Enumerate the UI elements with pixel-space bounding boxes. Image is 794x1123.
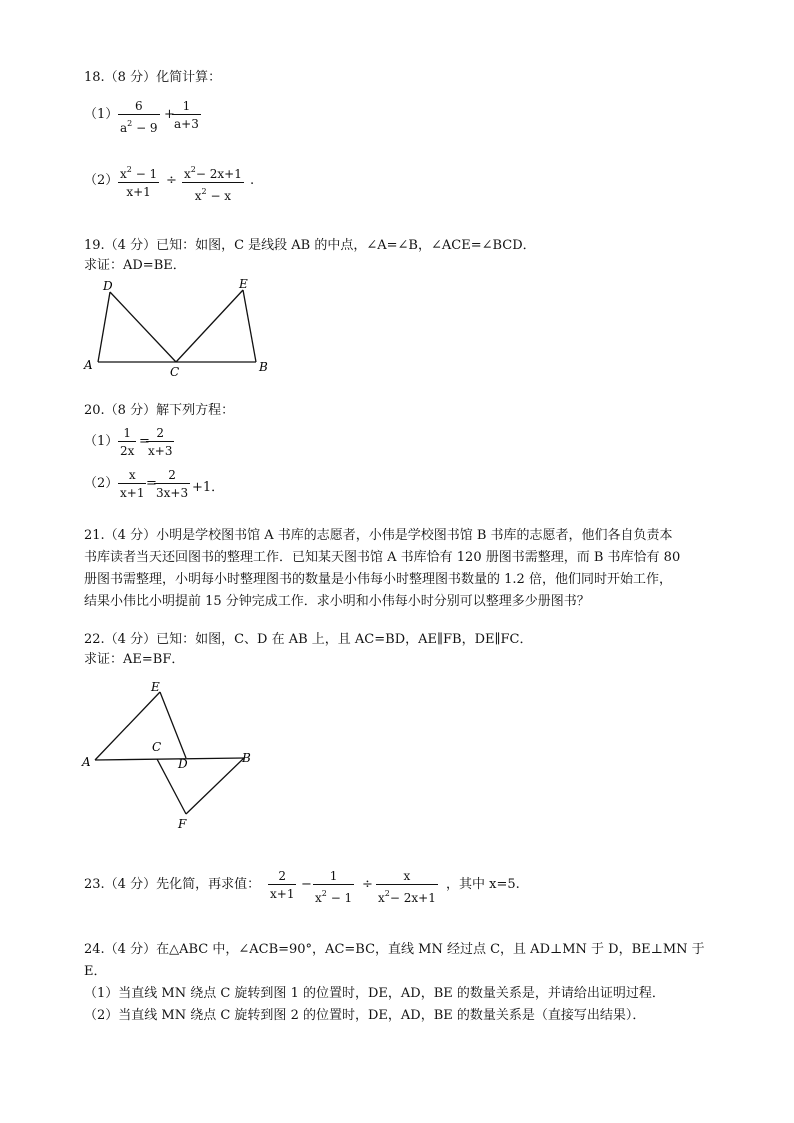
q18-p1-fraction-2 <box>172 99 201 131</box>
q20-p2-f2-denominator: 3x+3 <box>156 486 189 500</box>
q19-label-a: A <box>84 358 93 372</box>
q18-part1-label: （1） <box>84 107 119 122</box>
q23-f3-numerator: x <box>403 869 411 883</box>
q20-p2-fraction-2 <box>154 468 190 500</box>
fraction-bar <box>182 182 244 183</box>
q20-title: 20.（8 分）解下列方程： <box>84 403 235 418</box>
q21-line-4: 结果小伟比小明提前 15 分钟完成工作．求小明和小伟每小时分别可以整理多少册图书？ <box>84 594 590 609</box>
q20-p2-tail: +1． <box>192 480 225 495</box>
q24-line-1: 24.（4 分）在△ABC 中，∠ACB=90°，AC=BC，直线 MN 经过点 C，且 AD⊥MN 于 D，BE⊥MN 于 <box>84 942 705 957</box>
q22-figure <box>78 674 268 834</box>
q20-p2-f1-denominator: x+1 <box>120 486 145 500</box>
q18-p2-fraction-2 <box>182 163 244 203</box>
q22-label-d: D <box>178 757 188 771</box>
q23-minus: − <box>301 877 312 892</box>
q18-p1-f1-denominator: $a^2 - 9$ <box>120 119 158 135</box>
fraction-bar <box>154 483 190 484</box>
q18-p1-f2-numerator: 1 <box>182 99 191 113</box>
fraction-bar <box>172 114 201 115</box>
q20-p2-fraction-1 <box>118 468 146 500</box>
q18-p1-f1-numerator: 6 <box>134 99 143 113</box>
q23-divide: ÷ <box>362 877 373 892</box>
q19-label-c: C <box>170 365 180 378</box>
q19-line-2: 求证：AD=BE． <box>84 258 186 273</box>
q18-part2-label: （2） <box>84 173 119 188</box>
q22-label-e: E <box>151 680 160 694</box>
q18-p1-plus: + <box>164 107 175 122</box>
fraction-bar <box>376 884 438 885</box>
q21-line-1: 21.（4 分）小明是学校图书馆 A 书库的志愿者，小伟是学校图书馆 B 书库的志愿者，他们各自负责本 <box>84 528 673 543</box>
fraction-bar <box>118 483 146 484</box>
q19-label-b: B <box>259 360 268 374</box>
q18-p2-period: . <box>250 173 255 188</box>
q20-p2-f2-numerator: 2 <box>168 468 176 482</box>
q19-label-d: D <box>103 279 113 293</box>
q22-line-1: 22.（4 分）已知：如图，C、D 在 AB 上，且 AC=BD，AE∥FB，DE∥FC． <box>84 632 533 647</box>
q20-p1-f1-denominator: 2x <box>120 444 135 458</box>
q21-line-3: 册图书需整理，小明每小时整理图书的数量是小伟每小时整理图书数量的 1.2 倍，他们同时开始工作， <box>84 572 672 587</box>
q22-label-b: B <box>242 751 251 765</box>
q23-f2-denominator: $x^2 - 1$ <box>315 889 353 905</box>
q24-line-3: （1）当直线 MN 绕点 C 旋转到图 1 的位置时，DE，AD，BE 的数量关系是，并请给出证明过程． <box>84 986 665 1001</box>
fraction-bar <box>118 114 160 115</box>
q22-label-a: A <box>82 755 91 769</box>
q18-p1-fraction-1 <box>118 99 160 135</box>
q18-p2-f1-denominator: x+1 <box>126 185 151 199</box>
q20-part1-label: （1） <box>84 434 119 449</box>
q24-line-4: （2）当直线 MN 绕点 C 旋转到图 2 的位置时，DE，AD，BE 的数量关系是（直接写出结果）． <box>84 1008 646 1023</box>
q22-line-2: 求证：AE=BF． <box>84 652 185 667</box>
q23-fraction-1 <box>268 869 296 901</box>
q20-p1-f2-denominator: x+3 <box>148 444 173 458</box>
q20-part2-label: （2） <box>84 476 119 491</box>
fraction-bar <box>146 441 174 442</box>
q19-figure <box>78 278 278 378</box>
q18-p1-f2-denominator: a+3 <box>174 117 199 131</box>
fraction-bar <box>118 441 136 442</box>
q20-p1-fraction-1 <box>118 426 136 458</box>
q21-line-2: 书库读者当天还回图书的整理工作．已知某天图书馆 A 书库恰有 120 册图书需整理，而 B 书库恰有 80 <box>84 550 681 565</box>
q23-prefix: 23.（4 分）先化简，再求值： <box>84 877 261 892</box>
fraction-bar <box>268 884 296 885</box>
q23-f2-numerator: 1 <box>329 869 338 883</box>
q20-p2-equals: = <box>146 476 157 491</box>
q20-p1-equals: = <box>139 434 150 449</box>
q23-fraction-2 <box>313 869 354 905</box>
q18-title: 18.（8 分）化简计算： <box>84 70 222 85</box>
q18-p2-f2-numerator: $x^2- 2x+1$ <box>184 165 242 181</box>
q22-label-c: C <box>152 740 162 754</box>
q23-fraction-3 <box>376 869 438 905</box>
q19-label-e: E <box>239 278 248 291</box>
q19-line-1: 19.（4 分）已知：如图，C 是线段 AB 的中点，∠A=∠B，∠ACE=∠BCD． <box>84 238 536 253</box>
q23-f1-denominator: x+1 <box>270 887 295 901</box>
fraction-bar <box>313 884 354 885</box>
q20-p1-f1-numerator: 1 <box>123 426 132 440</box>
q23-f1-numerator: 2 <box>278 869 287 883</box>
q20-p1-fraction-2 <box>146 426 174 458</box>
q20-p1-f2-numerator: 2 <box>156 426 165 440</box>
fraction-bar <box>118 182 159 183</box>
q22-label-f: F <box>178 817 187 831</box>
q23-suffix: ，其中 x=5. <box>446 877 520 892</box>
q20-p2-f1-numerator: x <box>128 468 136 482</box>
q23-f3-denominator: $x^2- 2x+1$ <box>378 889 436 905</box>
q18-p2-fraction-1 <box>118 163 159 199</box>
q24-line-2: E． <box>84 964 107 979</box>
q18-p2-f1-numerator: $x^2 - 1$ <box>120 165 158 181</box>
q18-p2-divide: ÷ <box>166 173 177 188</box>
q18-p2-f2-denominator: $x^2 - x$ <box>194 187 232 203</box>
